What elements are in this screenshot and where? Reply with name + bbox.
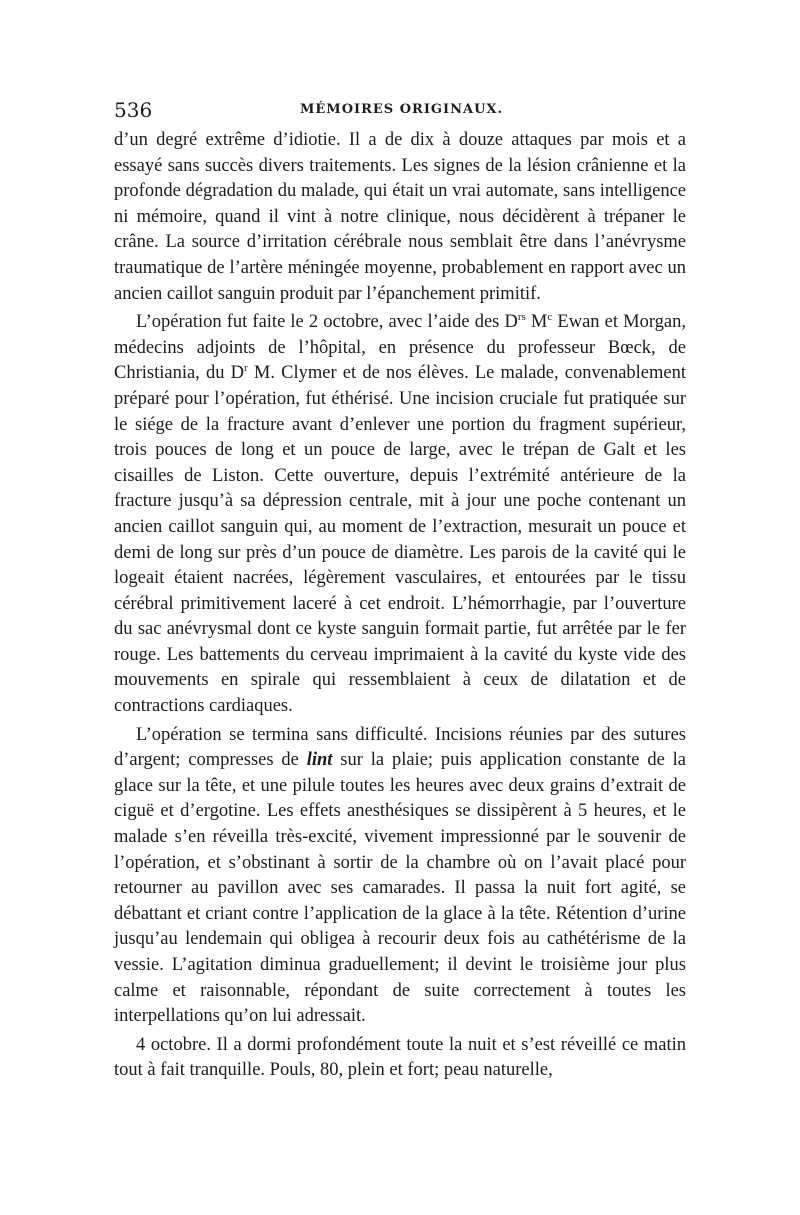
p2-text-d: M. Clymer et de nos élèves. Le malade, convenablement préparé pour l’opération, fut éthérisé. Une incision cruciale fut pratiquée sur le siége de la fracture avant d’enlever une portion du fragment supérieur, trois pouces de long et un pouce de large, avec le trépan de Galt et les cisailles de Liston. Cette ouverture, depuis l’extrémité antérieure de la fracture jusqu’à sa dépression centrale, mit à jour une poche contenant un ancien caillot sanguin qui, au moment de l’extraction, mesurait un pouce et demi de long sur près d’un pouce de diamètre. Les parois de la cavité qui le logeait étaient nacrées, légèrement vasculaires, et entourées par le tissu cérébral primitivement laceré à cet endroit. L’hémorrhagie, par l’ouverture du sac anévrysmal dont ce kyste sanguin formait partie, fut arrêtée par le fer rouge. Les battements du cerveau imprimaient à la cavité du kyste vide des mouvements en spirale qui ressemblaient à ceux de dilatation et de contractions cardiaques.	[114, 363, 687, 717]
p3-text-b: sur la plaie; puis application constante de la glace sur la tête, et une pilule toutes les heures avec deux grains d’extrait de ciguë et d’ergotine. Les effets anesthésiques se dissipèrent à 5 heures, et le malade s’en réveilla très-excité, vivement impressionné par le souvenir de l’opération, et s’obstinant à sortir de la chambre où on l’avait placé pour retourner au pavillon avec ses camarades. Il passa la nuit fort agité, se débattant et criant contre l’application de la glace à la tête. Rétention d’urine jusqu’au lendemain qui obligea à recourir deux fois au cathétérisme de la vessie. L’agitation diminua graduellement; il devint le troisième jour plus calme et raisonnable, répondant de suite correctement à toutes les interpellations qu’on lui adressait.	[114, 750, 686, 1027]
paragraph-3	[114, 723, 686, 1030]
book-page	[114, 98, 686, 1084]
page-number: 536	[114, 98, 153, 122]
p2-mc-superscript: c	[547, 311, 553, 323]
p2-text-c: Ewan et Morgan, médecins adjoints de l’hôpital, en présence du professeur Bœck, de Christiania, du D	[114, 312, 686, 384]
p2-text-b: M	[525, 312, 548, 333]
body-text	[114, 128, 686, 1084]
p3-lint-italic: lint	[306, 750, 333, 771]
p3-text-a: L’opération se termina sans difficulté. Incisions réunies par des sutures d’argent; compresses de	[114, 724, 686, 771]
p2-drs-superscript: rs	[517, 311, 526, 323]
paragraph-2	[114, 310, 686, 720]
p2-dr-superscript: r	[244, 362, 248, 375]
running-title: MÉMOIRES ORIGINAUX.	[300, 102, 504, 117]
paragraph-1: d’un degré extrême d’idiotie. Il a de dix à douze attaques par mois et a essayé sans succès divers traitements. Les signes de la lésion crânienne et la profonde dégradation du malade, qui était un vrai automate, sans intelligence ni mémoire, quand il vint à notre clinique, nous décidèrent à trépaner le crâne. La source d’irritation cérébrale nous semblait être dans l’anévrysme traumatique de l’artère méningée moyenne, probablement en rapport avec un ancien caillot sanguin produit par l’épanchement primitif.	[114, 130, 686, 304]
paragraph-4: 4 octobre. Il a dormi profondément toute la nuit et s’est réveillé ce matin tout à fait tranquille. Pouls, 80, plein et fort; peau naturelle,	[114, 1034, 686, 1081]
running-head	[114, 98, 686, 124]
p2-text-a: L’opération fut faite le 2 octobre, avec l’aide des D	[136, 312, 518, 333]
